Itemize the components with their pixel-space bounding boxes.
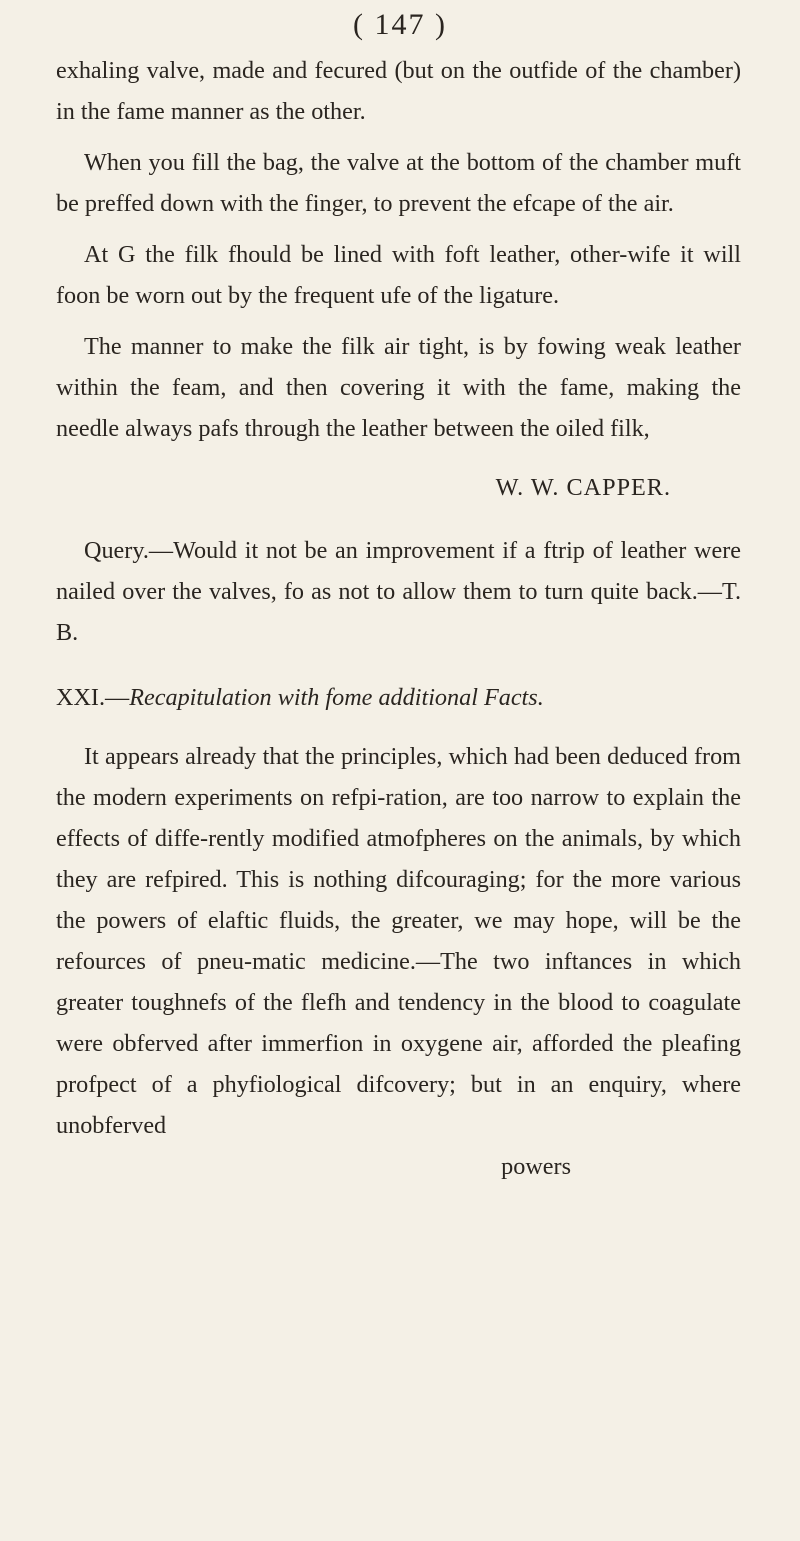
catchword: powers xyxy=(501,1153,571,1180)
paragraph-continuation: exhaling valve, made and fecured (but on the outfide of the chamber) in the fame manner as the other. xyxy=(56,57,741,125)
section-number: XXI.— xyxy=(56,684,130,711)
section-heading xyxy=(56,677,741,718)
page-number: ( 147 ) xyxy=(353,8,447,41)
paragraph-query: Query.—Would it not be an improvement if a ftrip of leather were nailed over the valves, fo as not to allow them to turn quite back.—T. B. xyxy=(56,537,741,646)
page-body xyxy=(56,50,741,1187)
signature: W. W. CAPPER. xyxy=(495,474,671,501)
paragraph-recapitulation: It appears already that the principles, which had been deduced from the modern experiments on refpi-ration, are too narrow to explain the effects of diffe-rently modified atmofpheres on the animals, by which they are refpired. This is nothing difcouraging; for the more various the powers of elaftic fluids, the greater, we may hope, will be the refources of pneu-matic medicine.—The two inftances in which greater toughnefs of the flefh and tendency in the blood to coagulate were obferved after immerfion in oxygene air, afforded the pleafing profpect of a phyfiological difcovery; but in an enquiry, where unobferved xyxy=(56,743,741,1139)
paragraph-fill-bag: When you fill the bag, the valve at the bottom of the chamber muft be preffed down with the finger, to prevent the efcape of the air. xyxy=(56,149,741,217)
paragraph-silk-lining: At G the filk fhould be lined with foft leather, other-wife it will foon be worn out by the frequent ufe of the ligature. xyxy=(56,241,741,309)
paragraph-air-tight: The manner to make the filk air tight, is by fowing weak leather within the feam, and then covering it with the fame, making the needle always pafs through the leather between the oiled filk, xyxy=(56,333,741,442)
section-title: Recapitulation with fome additional Facts. xyxy=(129,684,544,711)
